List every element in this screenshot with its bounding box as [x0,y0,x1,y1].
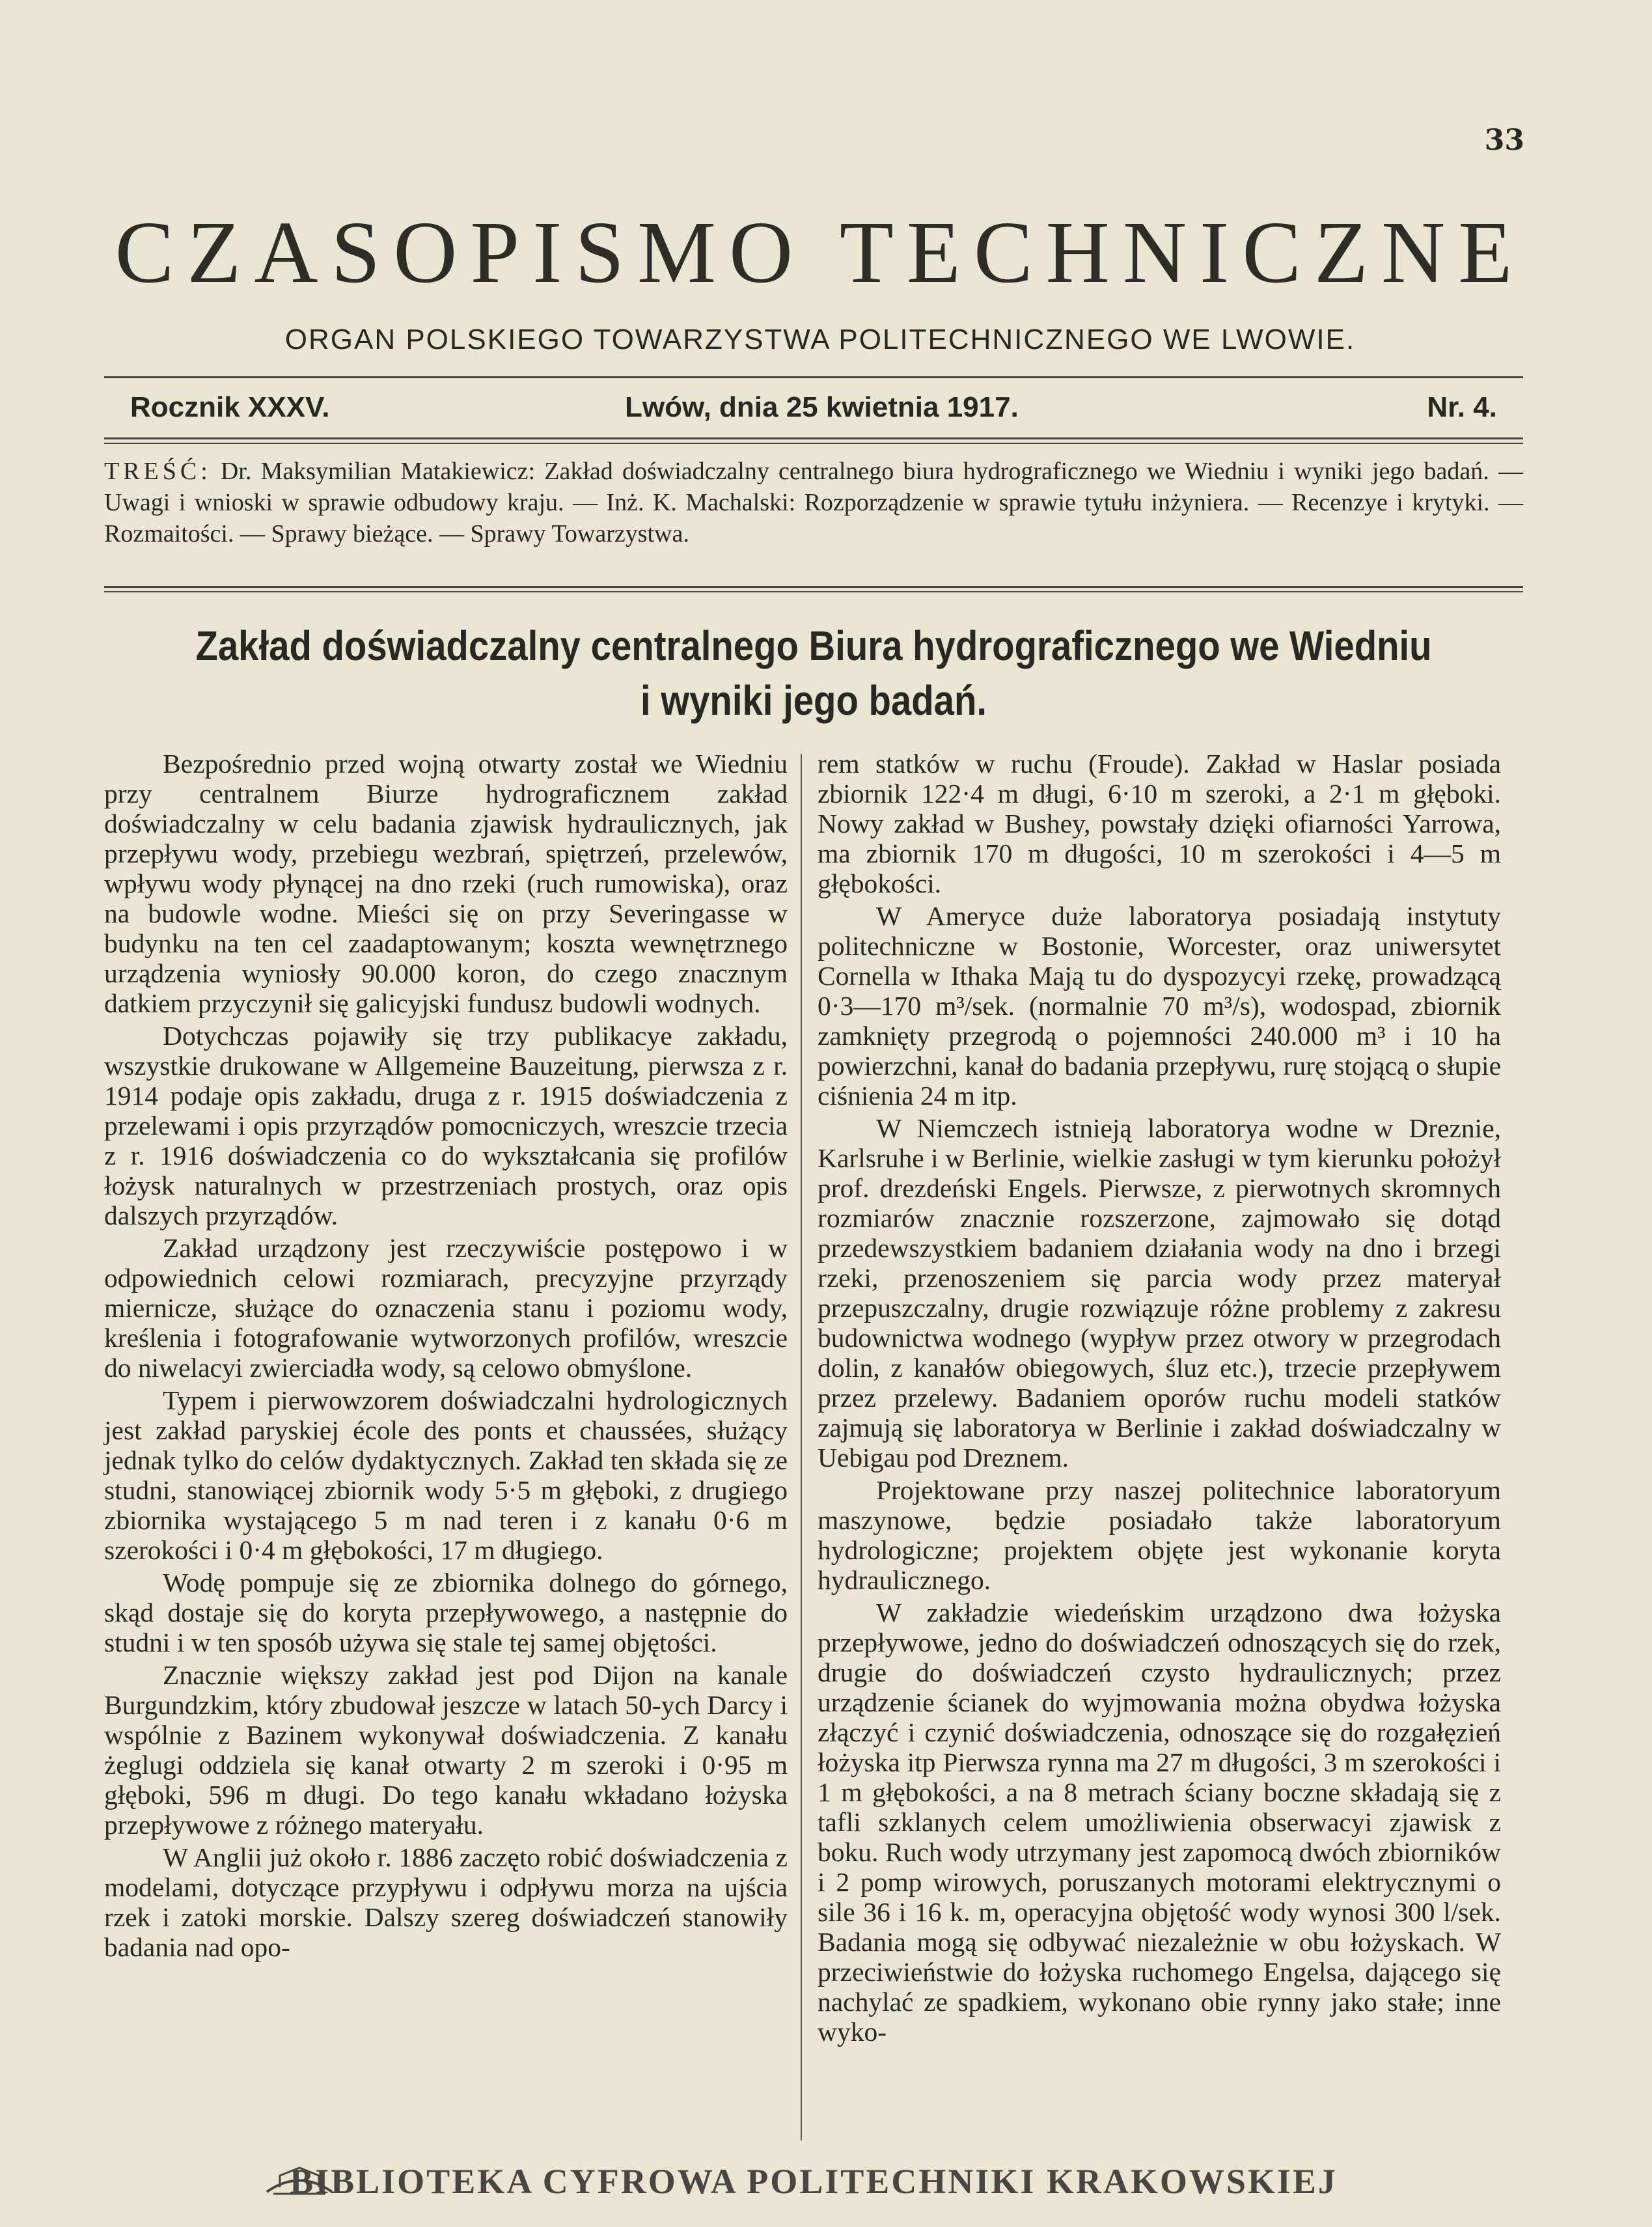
paragraph: Znacznie większy zakład jest pod Dijon na kanale Burgundzkim, który zbudował jeszcze w latach 50-ych Darcy i wspólnie z Bazinem wykonywał doświadczenia. Z kanału żeglugi oddziela się kanał otwarty 2 m szeroki i 0·95 m głęboki, 596 m długi. Do tego kanału wkładano łożyska przepływowe z różnego materyału. [104,1660,788,1840]
contents-text: Dr. Maksymilian Matakiewicz: Zakład doświadczalny centralnego biura hydrograficznego we Wiedniu i wyniki jego badań. — Uwagi i wnioski w sprawie odbudowy kraju. — Inż. K. Machalski: Rozporządzenie w sprawie tytułu inżyniera. — Recenzye i krytyki. — Rozmaitości. — Sprawy bieżące. — Sprawy Towarzystwa. [104,458,1523,547]
masthead-subtitle: ORGAN POLSKIEGO TOWARZYSTWA POLITECHNICZNEGO WE LWOWIE. [284,324,1356,355]
paragraph: Wodę pompuje się ze zbiornika dolnego do górnego, skąd dostaje się do koryta przepływowego, a następnie do studni i w ten sposób używa się stale tej samej objętości. [104,1568,788,1657]
contents-rule-bottom [104,586,1523,588]
paragraph: Dotychczas pojawiły się trzy publikacye zakładu, wszystkie drukowane w Allgemeine Bauzeitung, pierwsza z r. 1914 podaje opis zakładu, druga z r. 1915 doświadczenia z przelewami i opis przyrządów pomocniczych, wreszcie trzecia z r. 1916 doświadczenia co do wykształcania się profilów łożysk naturalnych w przestrzeniach prostych, oraz opis dalszych przyrządów. [104,1021,788,1230]
paragraph: W zakładzie wiedeńskim urządzono dwa łożyska przepływowe, jedno do doświadczeń odnoszących się do rzek, drugie do doświadczeń czysto hydraulicznych; przez urządzenie ścianek do wyjmowania można obydwa łożyska złączyć i czynić doświadczenia, odnoszące się do rozgałęzień łożyska itp Pierwsza rynna ma 27 m długości, 3 m szerokości i 1 m głębokości, a na 8 metrach ściany boczne składają się z tafli szklanych celem umożliwienia obserwacyi zjawisk z boku. Ruch wody utrzymany jest zapomocą dwóch zbiorników i 2 pomp wirowych, poruszanych motorami elektrycznymi o sile 36 i 16 k. m, operacyjna objętość wody wynosi 300 l/sek. Badania mogą się odbywać niezależnie w obu łożyskach. W przeciwieństwie do łożyska ruchomego Engelsa, dającego się nachylać ze spadkiem, wykonano obie rynny jako stałe; inne wyko- [818,1598,1501,2047]
paragraph: rem statków w ruchu (Froude). Zakład w Haslar posiada zbiornik 122·4 m długi, 6·10 m szeroki, a 2·1 m głęboki. Nowy zakład w Bushey, powstały dzięki ofiarności Yarrowa, ma zbiornik 170 m długości, 10 m szerokości i 4—5 m głębokości. [818,749,1501,898]
article-title [189,618,1438,728]
paragraph: W Anglii już około r. 1886 zaczęto robić doświadczenia z modelami, dotyczące przypływu i odpływu morza na ujścia rzek i zatoki morskie. Dalszy szereg doświadczeń stanowiły badania nad opo- [104,1842,788,1962]
contents-label: TREŚĆ: [104,458,212,485]
table-of-contents [104,456,1523,549]
article-column-right [818,749,1501,2049]
paragraph: Typem i pierwowzorem doświadczalni hydrologicznych jest zakład paryskiej école des ponts et chaussées, służący jednak tylko do celów dydaktycznych. Zakład ten składa się ze studni, stanowiącej zbiornik wody 5·5 m głęboki, z drugiego zbiornika wystającego 5 m nad teren i z kanału 0·6 m szerokości i 0·4 m głębokości, 17 m długiego. [104,1385,788,1565]
page-number: 33 [1484,124,1524,157]
issue-number: Nr. 4. [1427,391,1497,423]
paragraph: Bezpośrednio przed wojną otwarty został we Wiedniu przy centralnem Biurze hydrograficznem zakład doświadczalny w celu badania zjawisk hydraulicznych, jak przepływu wody, przebiegu wezbrań, spiętrzeń, przelewów, wpływu wody płynącej na dno rzeki (ruch rumowiska), oraz na budowle wodne. Mieści się on przy Severingasse w budynku na ten cel zaadaptowanym; koszta wewnętrznego urządzenia wyniosły 90.000 koron, do czego znacznym datkiem przyczynił się galicyjski fundusz budowli wodnych. [104,749,788,1018]
paragraph: W Niemczech istnieją laboratorya wodne w Dreznie, Karlsruhe i w Berlinie, wielkie zasługi w tym kierunku położył prof. drezdeński Engels. Pierwsze, z pierwotnych skromnych rozmiarów znacznie rozszerzone, zajmowało się dotąd przedewszystkiem badaniem działania wody na dno i brzegi rzeki, przenoszeniem się parcia wody przez materyał przepuszczalny, drugie rozwiązuje różne problemy z zakresu budownictwa wodnego (wypływ przez otwory w przegrodach dolin, z kanałów obiegowych, śluz etc.), trzecie przepływem przez przelewy. Badaniem oporów ruchu modeli statków zajmują się laboratorya w Berlinie i zakład doświadczalny w Uebigau pod Dreznem. [818,1113,1501,1473]
volume-label: Rocznik XXXV. [130,391,330,423]
header-rule-middle-double [104,443,1523,444]
masthead-title: CZASOPISMO TECHNICZNE [115,204,1526,301]
contents-rule-bottom-double [104,591,1523,592]
paragraph: Projektowane przy naszej politechnice laboratoryum maszynowe, będzie posiadało także laboratoryum hydrologiczne; projektem objęte jest wykonanie koryta hydraulicznego. [818,1475,1501,1595]
issue-date: Lwów, dnia 25 kwietnia 1917. [625,391,1019,423]
column-divider [801,754,802,2140]
article-column-left [104,749,788,1965]
paragraph: W Ameryce duże laboratorya posiadają instytuty politechniczne w Bostonie, Worcester, oraz uniwersytet Cornella w Ithaka Mają tu do dyspozycyi rzekę, prowadzącą 0·3—170 m³/sek. (normalnie 70 m³/s), wodospad, zbiornik zamknięty przegrodą o pojemności 240.000 m³ i 10 ha powierzchni, kanał do badania przepływu, rurę stojącą o słupie ciśnienia 24 m itp. [818,901,1501,1111]
header-rule-middle [104,437,1523,439]
paragraph: Zakład urządzony jest rzeczywiście postępowo i w odpowiednich celowi rozmiarach, precyzyjne przyrządy miernicze, służące do oznaczenia stanu i poziomu wody, kreślenia i fotografowanie wytworzonych profilów, wreszcie do niwelacyi zwierciadła wody, są celowo obmyślone. [104,1233,788,1383]
footer-watermark: BIBLIOTEKA CYFROWA POLITECHNIKI KRAKOWSKIEJ [290,2162,1338,2201]
article-title-line-2: i wyniki jego badań. [640,677,987,724]
header-rule-top [104,376,1523,378]
article-title-line-1: Zakład doświadczalny centralnego Biura hydrograficznego we Wiedniu [195,622,1432,669]
